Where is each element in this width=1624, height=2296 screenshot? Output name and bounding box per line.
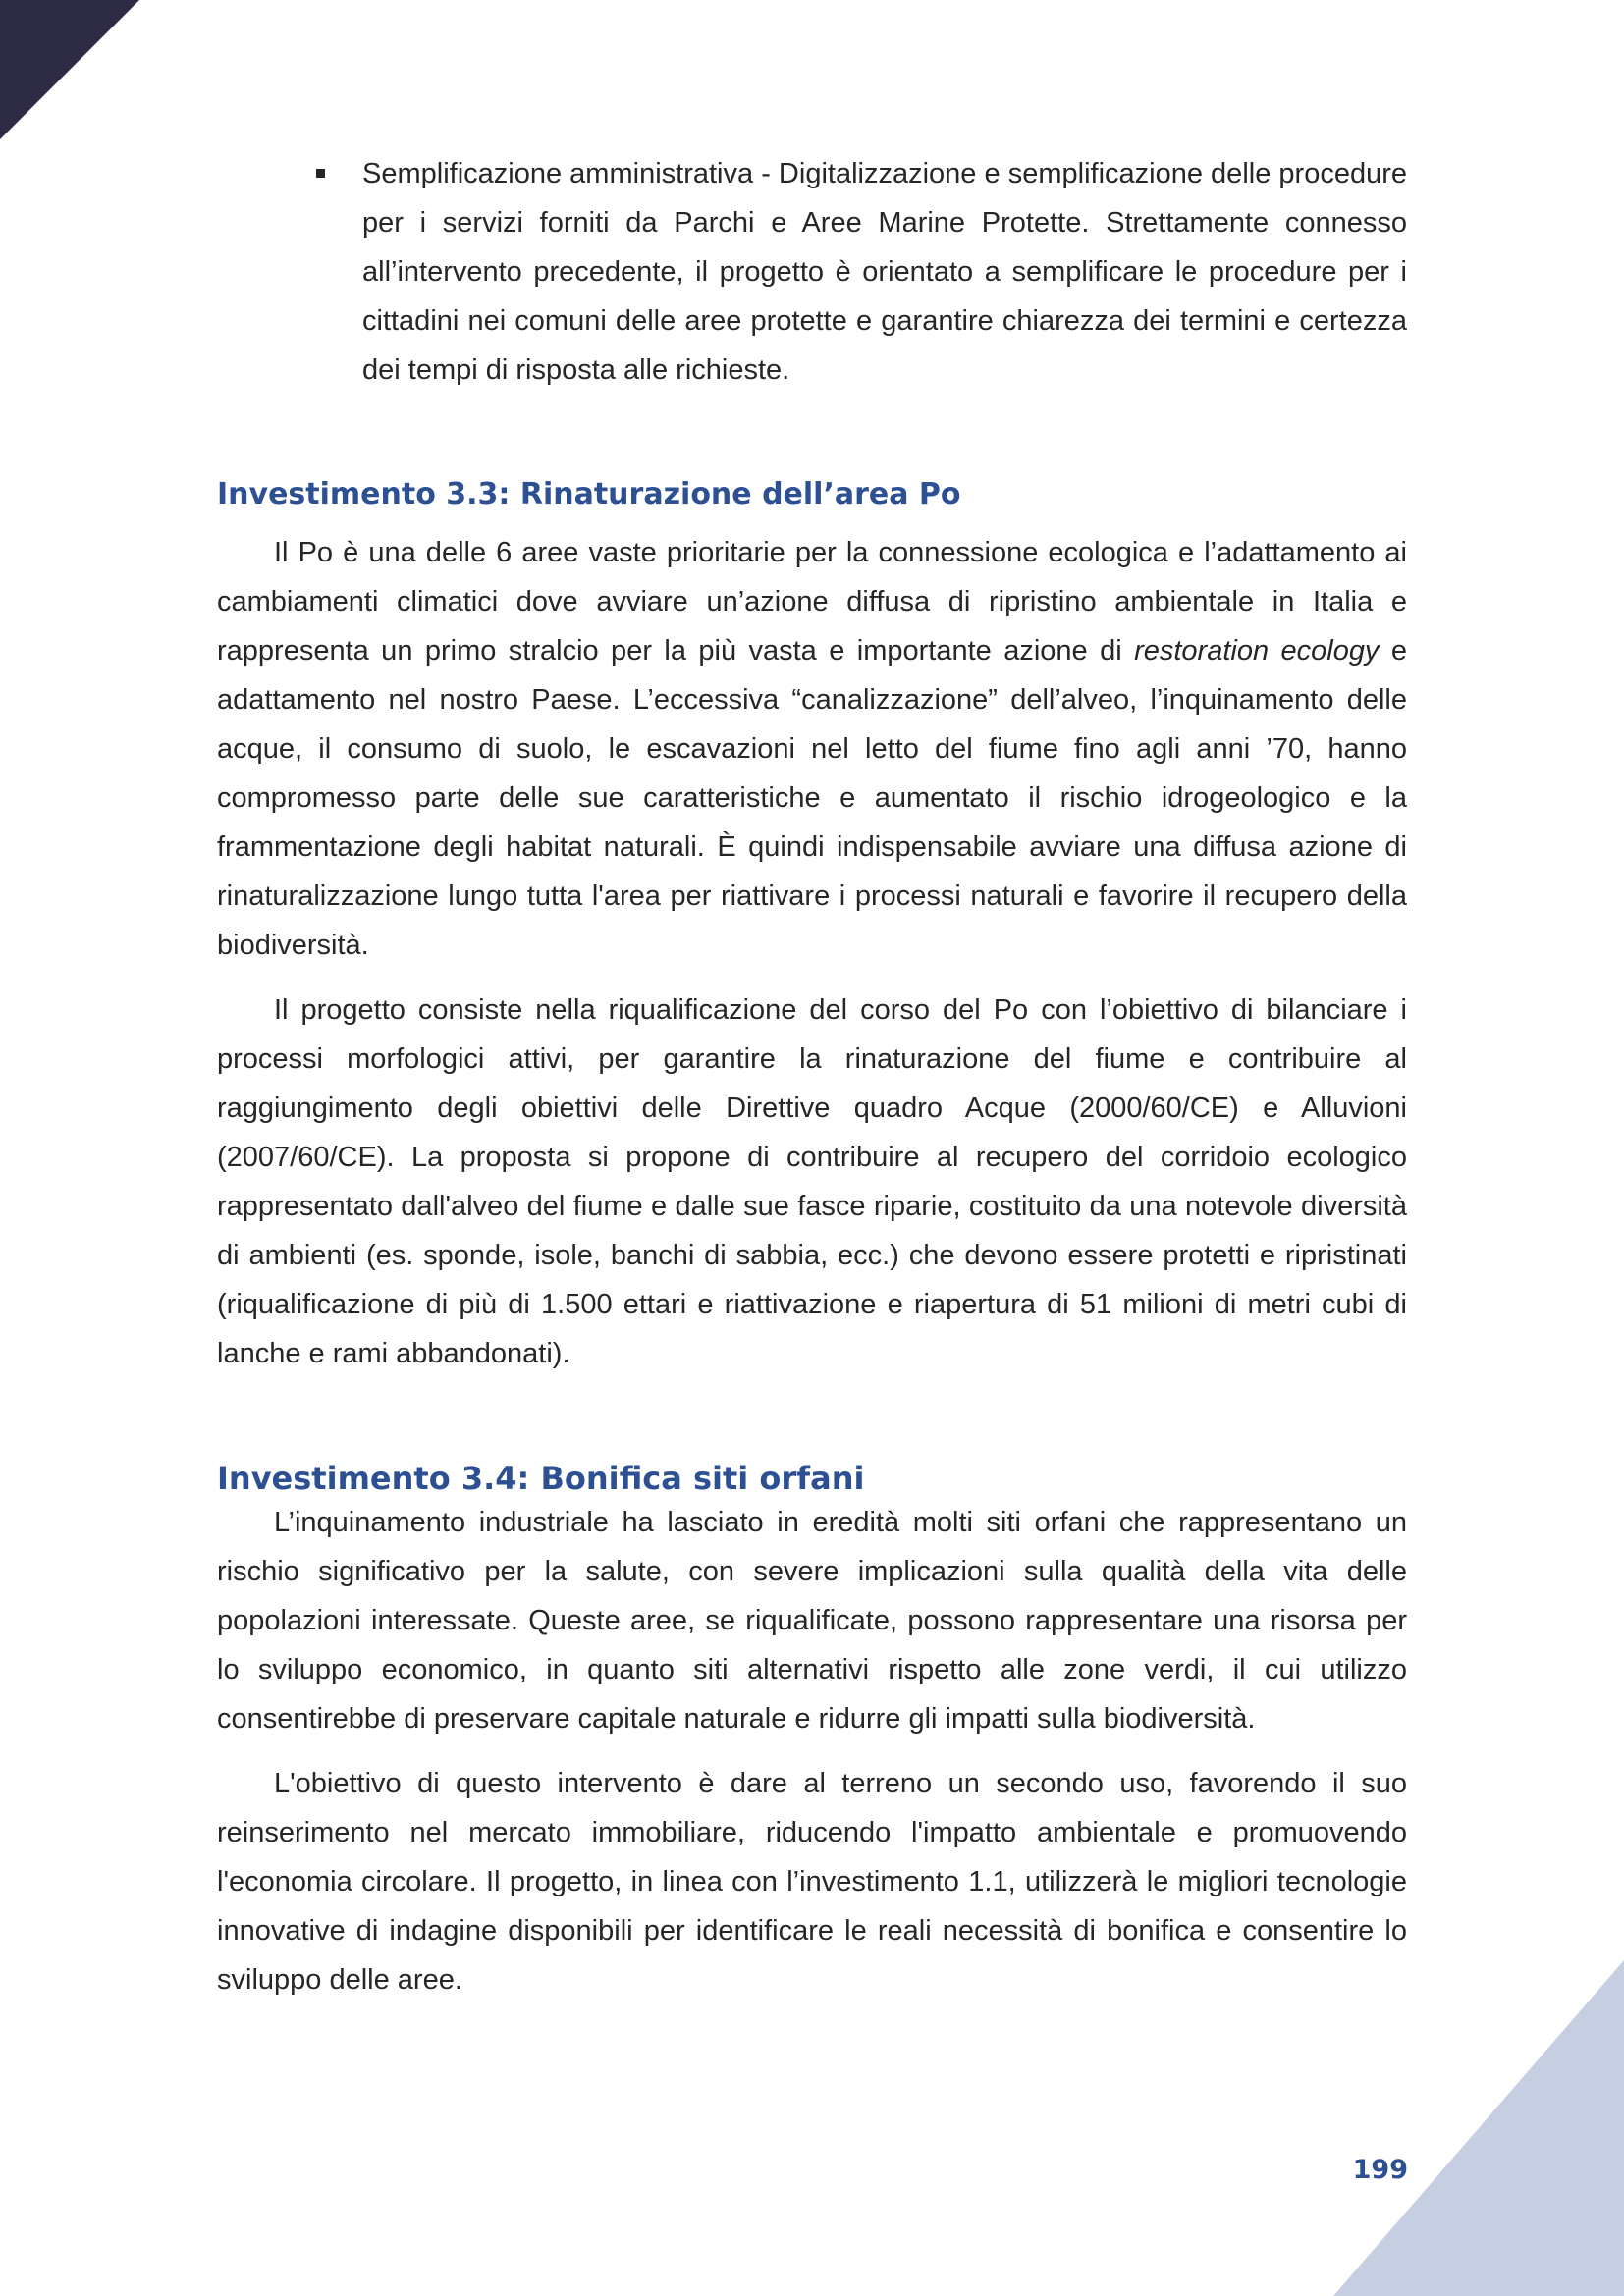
paragraph-po-intro-italic: restoration ecology	[1134, 635, 1380, 667]
corner-decoration-top-left	[0, 0, 139, 139]
paragraph-po-progetto: Il progetto consiste nella riqualificazione del corso del Po con l’obiettivo di bilanciare i processi morfologici attivi, per garantire la rinaturazione del fiume e contribuire al raggiungimento degli obiettivi delle Direttive quadro Acque (2000/60/CE) e Alluvioni (2007/60/CE). La proposta si propone di contribuire al recupero del corridoio ecologico rappresentato dall'alveo del fiume e dalle sue fasce riparie, costituito da una notevole diversità di ambienti (es. sponde, isole, banchi di sabbia, ecc.) che devono essere protetti e ripristinati (riqualificazione di più di 1.500 ettari e riattivazione e riapertura di 51 milioni di metri cubi di lanche e rami abbandonati).	[217, 994, 1407, 1369]
heading-investimento-3-4: Investimento 3.4: Bonifica siti orfani	[217, 1460, 865, 1497]
paragraph-po-intro-part1: Il Po è una delle 6 aree vaste prioritarie per la connessione ecologica e l’adattamento ai cambiamenti climatici dove avviare un’azione diffusa di ripristino ambientale in Italia e rappresenta un primo stralcio per la più vasta e importante azione di	[217, 537, 1407, 667]
paragraph-po-intro	[217, 528, 1407, 970]
paragraph-siti-orfani-intro: L’inquinamento industriale ha lasciato in eredità molti siti orfani che rappresentano un rischio significativo per la salute, con severe implicazioni sulla qualità della vita delle popolazioni interessate. Queste aree, se riqualificate, possono rappresentare una risorsa per lo sviluppo economico, in quanto siti alternativi rispetto alle zone verdi, il cui utilizzo consentirebbe di preservare capitale naturale e ridurre gli impatti sulla biodiversità.	[217, 1507, 1407, 1735]
bullet-list	[217, 149, 1407, 395]
page-content	[217, 149, 1407, 2004]
heading-investimento-3-3: Investimento 3.3: Rinaturazione dell’area Po	[217, 477, 961, 511]
bullet-item-semplificazione: Semplificazione amministrativa - Digitalizzazione e semplificazione delle procedure per i servizi forniti da Parchi e Aree Marine Protette. Strettamente connesso all’intervento precedente, il progetto è orientato a semplificare le procedure per i cittadini nei comuni delle aree protette e garantire chiarezza dei termini e certezza dei tempi di risposta alle richieste.	[362, 149, 1407, 395]
corner-decoration-bottom-right	[1333, 1960, 1624, 2296]
paragraph-po-intro-part2: e adattamento nel nostro Paese. L’eccessiva “canalizzazione” dell’alveo, l’inquinamento delle acque, il consumo di suolo, le escavazioni nel letto del fiume fino agli anni ’70, hanno compromesso parte delle sue caratteristiche e aumentato il rischio idrogeologico e la frammentazione degli habitat naturali. È quindi indispensabile avviare una diffusa azione di rinaturalizzazione lungo tutta l'area per riattivare i processi naturali e favorire il recupero della biodiversità.	[217, 635, 1407, 961]
paragraph-siti-orfani-obiettivo: L'obiettivo di questo intervento è dare al terreno un secondo uso, favorendo il suo reinserimento nel mercato immobiliare, riducendo l'impatto ambientale e promuovendo l'economia circolare. Il progetto, in linea con l’investimento 1.1, utilizzerà le migliori tecnologie innovative di indagine disponibili per identificare le reali necessità di bonifica e consentire lo sviluppo delle aree.	[217, 1768, 1407, 1996]
page-number: 199	[1352, 2155, 1408, 2185]
